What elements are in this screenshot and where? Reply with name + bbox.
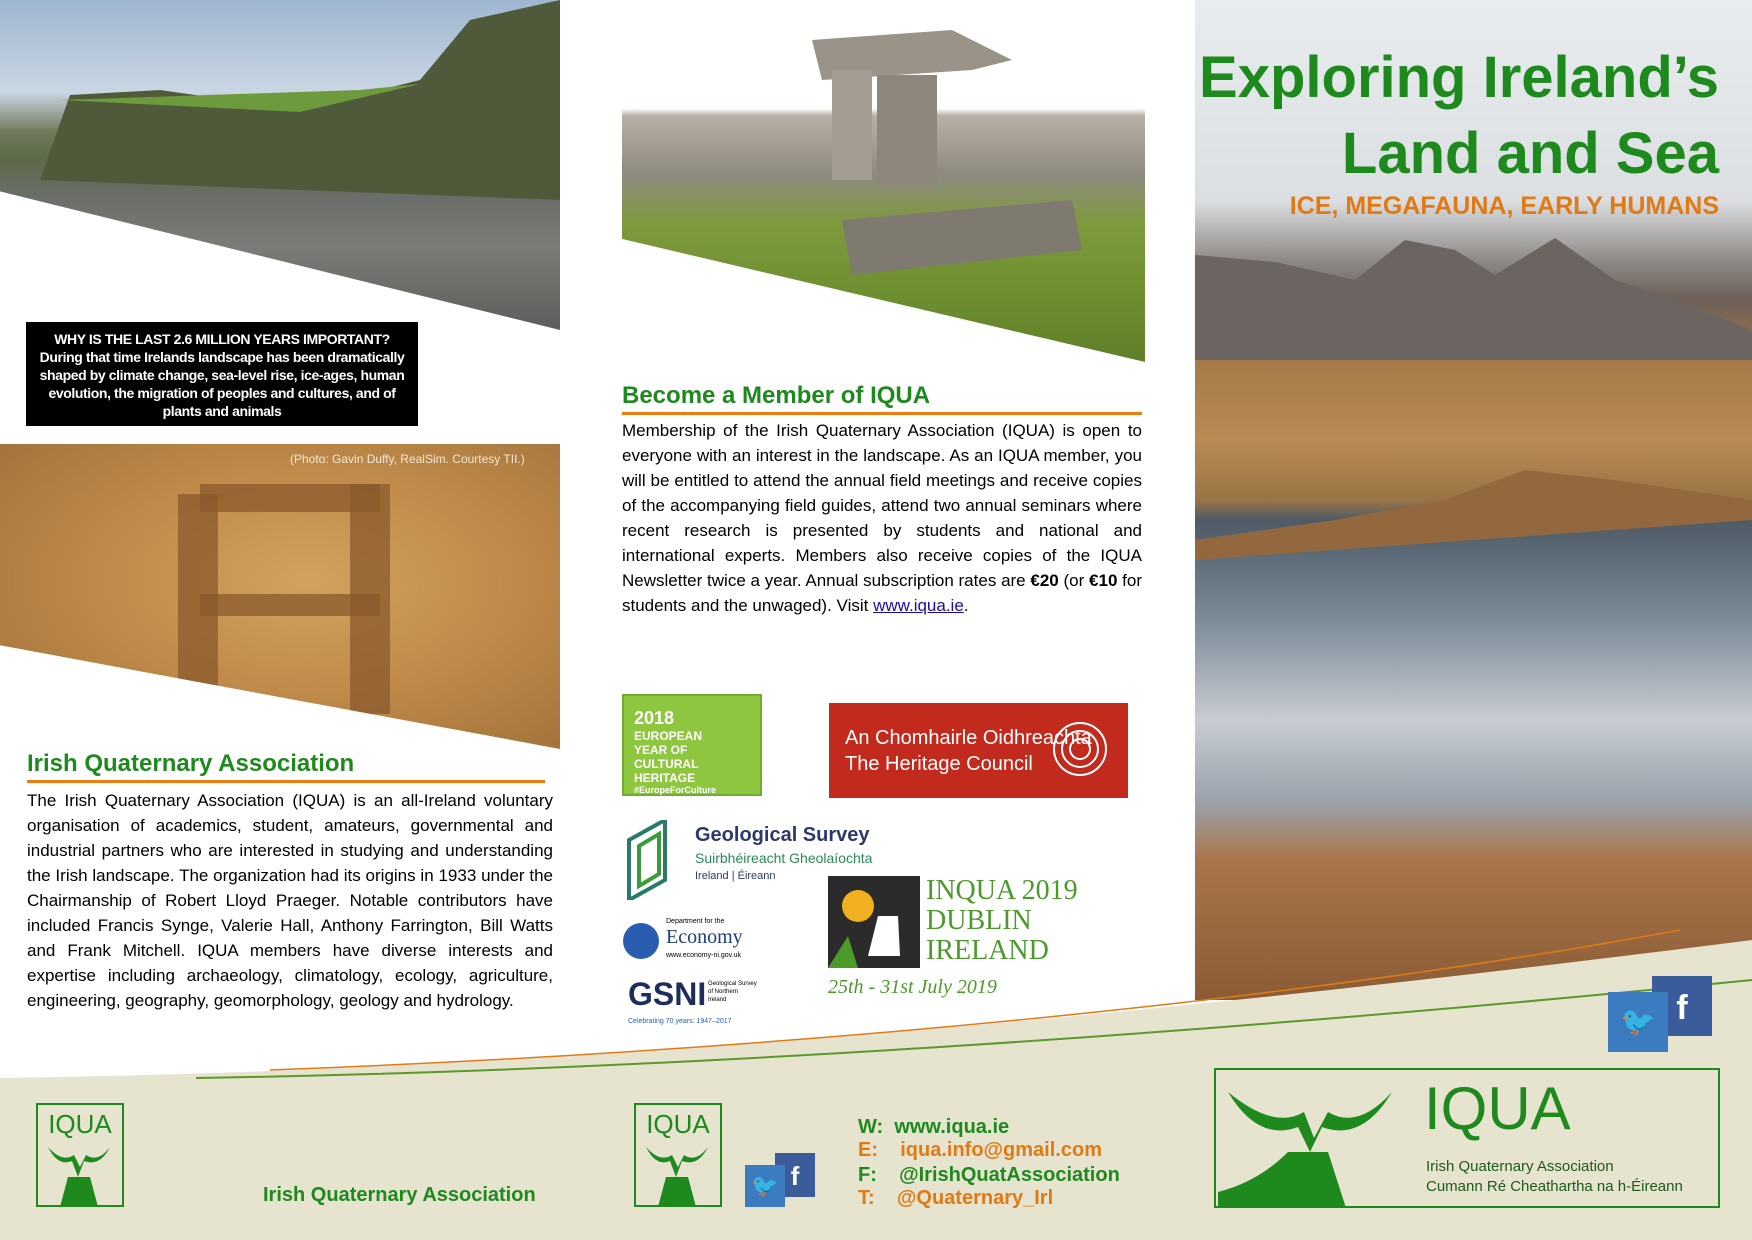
gsni-full: Geological Survey of Northern Ireland bbox=[708, 981, 757, 1003]
iqua-logo-large bbox=[1214, 1068, 1720, 1208]
footer-association-name: Irish Quaternary Association bbox=[263, 1184, 536, 1206]
irish-elk-icon bbox=[636, 1137, 720, 1207]
contact-label: E: bbox=[858, 1139, 878, 1161]
heading-rule bbox=[27, 780, 545, 783]
econ-name: Economy bbox=[666, 926, 743, 948]
inqua-line-3: IRELAND bbox=[926, 935, 1049, 966]
eych-year: 2018 bbox=[634, 708, 675, 728]
eych-text: EUROPEAN YEAR OF CULTURAL HERITAGE bbox=[634, 729, 703, 785]
gsni-tag: Celebrating 70 years: 1947–2017 bbox=[628, 1018, 732, 1025]
hexagon-icon bbox=[622, 918, 660, 964]
contact-email-value[interactable]: iqua.info@gmail.com bbox=[900, 1139, 1102, 1161]
info-box-body: During that time Irelands landscape has been dramatically shaped by climate change, sea-level rise, ice-ages, human evolution, the migration of peoples and cultures, and of plants and animals bbox=[39, 349, 405, 419]
inqua-line-1: INQUA 2019 bbox=[926, 875, 1078, 906]
member-body bbox=[622, 418, 1142, 618]
twitter-icon[interactable]: 🐦 bbox=[745, 1165, 785, 1207]
twitter-icon[interactable]: 🐦 bbox=[1608, 992, 1668, 1052]
contact-label: T: bbox=[858, 1187, 875, 1209]
website-link[interactable]: www.iqua.ie bbox=[873, 596, 964, 615]
inqua-line-2: DUBLIN bbox=[926, 905, 1032, 936]
iqua-logo-small bbox=[36, 1103, 124, 1207]
gsi-irish: Suirbhéireacht Gheolaíochta bbox=[695, 850, 873, 866]
eych-tag: #EuropeForCulture bbox=[634, 785, 717, 795]
contact-twitter-value[interactable]: @Quaternary_Irl bbox=[896, 1187, 1054, 1209]
econ-url: www.economy-ni.gov.uk bbox=[666, 952, 741, 959]
trench-mark bbox=[200, 484, 380, 512]
iqua-logo-irish: Cumann Ré Cheathartha na h-Éireann bbox=[1426, 1178, 1683, 1195]
gsni-logo bbox=[626, 976, 756, 1030]
photo-credit: (Photo: Gavin Duffy, RealSim. Courtesy TII.) bbox=[290, 452, 525, 466]
iqua-logo-large-text: IQUA bbox=[1424, 1075, 1571, 1142]
econ-dept: Department for the bbox=[666, 918, 725, 925]
heritage-council-logo bbox=[829, 703, 1128, 798]
iqua-logo-small bbox=[634, 1103, 722, 1207]
member-heading: Become a Member of IQUA bbox=[622, 382, 931, 409]
member-text: for students and the unwaged). Visit bbox=[622, 571, 1143, 615]
info-box bbox=[26, 322, 418, 426]
contact-web bbox=[858, 1116, 1009, 1139]
title-line-1: Exploring Ireland’s bbox=[1199, 45, 1719, 110]
elk-moon-icon bbox=[828, 876, 920, 968]
social-icons bbox=[1608, 990, 1718, 1070]
inqua-2019-logo bbox=[828, 876, 1108, 1006]
contact-facebook bbox=[858, 1164, 1120, 1187]
eych-logo bbox=[622, 694, 762, 796]
member-text: (or bbox=[1058, 571, 1090, 590]
irish-elk-icon bbox=[38, 1137, 122, 1207]
social-icons bbox=[745, 1157, 825, 1213]
inqua-dates: 25th - 31st July 2019 bbox=[828, 976, 997, 998]
gsi-emblem-icon bbox=[625, 820, 681, 900]
gsi-title: Geological Survey bbox=[695, 824, 870, 846]
trench-mark bbox=[200, 594, 380, 616]
iqua-logo-text: IQUA bbox=[48, 1109, 112, 1139]
contact-label: W: bbox=[858, 1116, 884, 1138]
inqua-title bbox=[926, 876, 1078, 966]
dolmen-photo bbox=[622, 0, 1145, 362]
contact-twitter bbox=[858, 1187, 1053, 1210]
iqua-logo-english: Irish Quaternary Association bbox=[1426, 1158, 1614, 1175]
excavation-photo bbox=[0, 444, 560, 749]
member-text: . bbox=[963, 596, 969, 615]
title-line-2: Land and Sea bbox=[1341, 121, 1719, 186]
facebook-icon[interactable]: f bbox=[775, 1153, 815, 1197]
fingerprint-icon bbox=[1050, 719, 1110, 779]
heritage-line-1: An Chomhairle Oidhreachta bbox=[845, 727, 1092, 749]
member-text: Membership of the Irish Quaternary Association (IQUA) is open to everyone with an interest in the landscape. As an IQUA member, you will be entitled to attend the annual field meetings and receive copies of the accompanying field guides, attend two annual seminars where recent research is presented by students and national and international experts. Members also receive copies of the IQUA Newsletter twice a year. Annual subscription rates are bbox=[622, 421, 1142, 590]
gsni-name: GSNI bbox=[628, 976, 707, 1012]
cliff-beach-photo bbox=[0, 0, 560, 330]
member-price: €20 bbox=[1030, 571, 1059, 590]
contact-label: F: bbox=[858, 1164, 877, 1186]
info-box-heading: WHY IS THE LAST 2.6 MILLION YEARS IMPORTANT? bbox=[54, 331, 390, 347]
gsi-sub: Ireland | Éireann bbox=[695, 870, 776, 882]
heading-rule bbox=[622, 412, 1142, 415]
facebook-icon[interactable]: f bbox=[1652, 976, 1712, 1036]
heritage-line-2: The Heritage Council bbox=[845, 753, 1033, 775]
iqua-logo-text: IQUA bbox=[646, 1109, 710, 1139]
iqua-body: The Irish Quaternary Association (IQUA) is an all-Ireland voluntary organisation of academics, student, amateurs, governmental and industrial partners who are interested in studying and understanding the Irish landscape. The organization had its origins in 1933 under the Chairmanship of Robert Lloyd Praeger. Notable contributors have included Francis Synge, Valerie Hall, Anthony Farrington, Bill Watts and Frank Mitchell. IQUA members have diverse interests and expertise including archaeology, climatology, ecology, agriculture, engineering, geography, geomorphology, geology and hydrology. bbox=[27, 791, 553, 1010]
iqua-heading: Irish Quaternary Association bbox=[27, 750, 355, 777]
contact-web-value[interactable]: www.iqua.ie bbox=[894, 1116, 1010, 1138]
page-title bbox=[1195, 40, 1719, 192]
contact-facebook-value[interactable]: @IrishQuatAssociation bbox=[899, 1164, 1120, 1186]
student-price: €10 bbox=[1089, 571, 1118, 590]
irish-elk-icon bbox=[1218, 1072, 1408, 1208]
economy-logo bbox=[622, 918, 752, 968]
page-subtitle: ICE, MEGAFAUNA, EARLY HUMANS bbox=[1289, 192, 1719, 220]
contact-email bbox=[858, 1139, 1102, 1162]
